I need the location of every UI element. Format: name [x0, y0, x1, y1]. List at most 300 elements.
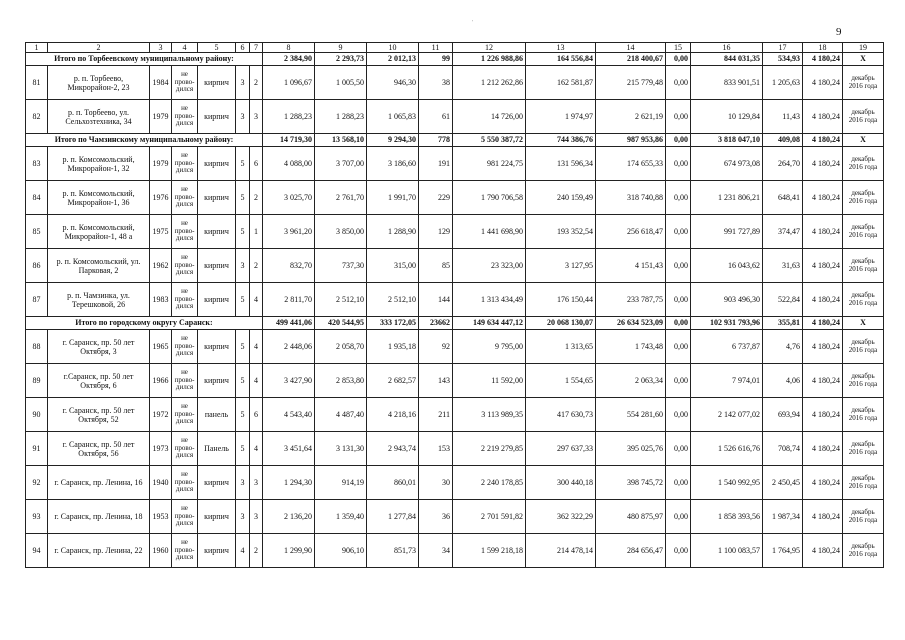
cost-other: 1 231 806,21: [691, 181, 763, 215]
section-total-value: 5 550 387,72: [453, 134, 526, 147]
table-row: [26, 249, 884, 283]
wall-material: кирпич: [198, 500, 236, 534]
area-total: 2 136,20: [263, 500, 315, 534]
cost-owners: 0,00: [666, 466, 691, 500]
planned-date: декабрь 2016 года: [843, 147, 884, 181]
table-row: [26, 181, 884, 215]
wall-material: кирпич: [198, 364, 236, 398]
col-header: 14: [596, 43, 666, 53]
cost-per-m2: 374,47: [763, 215, 803, 249]
col-header: 4: [172, 43, 198, 53]
cost-owners: 0,00: [666, 100, 691, 134]
table-row: [26, 432, 884, 466]
area-residential: 851,73: [367, 534, 419, 568]
planned-date: декабрь 2016 года: [843, 249, 884, 283]
col-header: 5: [198, 43, 236, 53]
section-total-value: 4 180,24: [803, 317, 843, 330]
entrances: 3: [250, 466, 263, 500]
section-total-value: 4 180,24: [803, 134, 843, 147]
area-residential: 4 218,16: [367, 398, 419, 432]
cost-other: 7 974,01: [691, 364, 763, 398]
table-row: [26, 283, 884, 317]
table-row: [26, 534, 884, 568]
cost-other: 16 043,62: [691, 249, 763, 283]
repair-status: не прово-дился: [172, 330, 198, 364]
section-total-value: 744 386,76: [526, 134, 596, 147]
area-residential: 1 288,90: [367, 215, 419, 249]
area-residential: 2 512,10: [367, 283, 419, 317]
cost-other: 674 973,08: [691, 147, 763, 181]
entrances: 6: [250, 398, 263, 432]
cost-total: 2 701 591,82: [453, 500, 526, 534]
cost-owners: 0,00: [666, 364, 691, 398]
cost-total: 14 726,00: [453, 100, 526, 134]
section-total-value: X: [843, 134, 884, 147]
row-number: 86: [26, 249, 48, 283]
repair-status: не прово-дился: [172, 398, 198, 432]
area-premises: 2 058,70: [315, 330, 367, 364]
address: р. п. Торбеево, Микрорайон-2, 23: [48, 66, 150, 100]
cost-limit: 4 180,24: [803, 249, 843, 283]
cost-fund: 1 974,97: [526, 100, 596, 134]
table-row: [26, 398, 884, 432]
cost-other: 1 540 992,95: [691, 466, 763, 500]
address: г. Саранск, пр. Ленина, 16: [48, 466, 150, 500]
cost-limit: 4 180,24: [803, 181, 843, 215]
wall-material: Панель: [198, 432, 236, 466]
cost-owners: 0,00: [666, 283, 691, 317]
cost-per-m2: 2 450,45: [763, 466, 803, 500]
entrances: 4: [250, 432, 263, 466]
cost-budget: 215 779,48: [596, 66, 666, 100]
cost-per-m2: 4,06: [763, 364, 803, 398]
row-number: 81: [26, 66, 48, 100]
address: р. п. Комсомольский, Микрорайон-1, 36: [48, 181, 150, 215]
cost-per-m2: 1 764,95: [763, 534, 803, 568]
entrances: 6: [250, 147, 263, 181]
year-built: 1979: [150, 100, 172, 134]
area-premises: 2 761,70: [315, 181, 367, 215]
cost-total: 2 219 279,85: [453, 432, 526, 466]
cost-fund: 240 159,49: [526, 181, 596, 215]
col-header: 11: [419, 43, 453, 53]
repair-status: не прово-дился: [172, 100, 198, 134]
entrances: 2: [250, 249, 263, 283]
residents: 36: [419, 500, 453, 534]
row-number: 88: [26, 330, 48, 364]
col-header: 12: [453, 43, 526, 53]
address: г. Саранск, пр. Ленина, 18: [48, 500, 150, 534]
cost-total: 1 790 706,58: [453, 181, 526, 215]
year-built: 1975: [150, 215, 172, 249]
planned-date: декабрь 2016 года: [843, 432, 884, 466]
address: р. п. Комсомольский, Микрорайон-1, 48 а: [48, 215, 150, 249]
area-total: 2 811,70: [263, 283, 315, 317]
table-row: [26, 466, 884, 500]
area-premises: 737,30: [315, 249, 367, 283]
section-total-value: 2 293,73: [315, 53, 367, 66]
entrances: 2: [250, 181, 263, 215]
cost-limit: 4 180,24: [803, 466, 843, 500]
section-total-value: 2 012,13: [367, 53, 419, 66]
year-built: 1979: [150, 147, 172, 181]
row-number: 84: [26, 181, 48, 215]
residents: 143: [419, 364, 453, 398]
cost-other: 1 858 393,56: [691, 500, 763, 534]
address: р. п. Чамзинка, ул. Терешковой, 26: [48, 283, 150, 317]
table-row: [26, 147, 884, 181]
area-residential: 1 065,83: [367, 100, 419, 134]
table-row: [26, 330, 884, 364]
cost-per-m2: 693,94: [763, 398, 803, 432]
area-total: 4 543,40: [263, 398, 315, 432]
area-residential: 315,00: [367, 249, 419, 283]
cost-owners: 0,00: [666, 432, 691, 466]
repair-status: не прово-дился: [172, 147, 198, 181]
wall-material: панель: [198, 398, 236, 432]
section-total-row: [26, 317, 884, 330]
cost-other: 833 901,51: [691, 66, 763, 100]
planned-date: декабрь 2016 года: [843, 66, 884, 100]
wall-material: кирпич: [198, 181, 236, 215]
floors: 5: [236, 432, 250, 466]
repair-status: не прово-дился: [172, 181, 198, 215]
repair-status: не прово-дился: [172, 432, 198, 466]
col-header: 3: [150, 43, 172, 53]
cost-limit: 4 180,24: [803, 283, 843, 317]
cost-budget: 256 618,47: [596, 215, 666, 249]
section-total-value: 420 544,95: [315, 317, 367, 330]
repair-status: не прово-дился: [172, 364, 198, 398]
cost-limit: 4 180,24: [803, 66, 843, 100]
address: г. Саранск, пр. 50 лет Октября, 52: [48, 398, 150, 432]
area-residential: 1 277,84: [367, 500, 419, 534]
cost-fund: 162 581,87: [526, 66, 596, 100]
cost-other: 1 100 083,57: [691, 534, 763, 568]
repair-status: не прово-дился: [172, 215, 198, 249]
area-total: 1 096,67: [263, 66, 315, 100]
cost-budget: 2 063,34: [596, 364, 666, 398]
cost-budget: 2 621,19: [596, 100, 666, 134]
section-total-value: 164 556,84: [526, 53, 596, 66]
residents: 129: [419, 215, 453, 249]
cost-per-m2: 11,43: [763, 100, 803, 134]
address: г. Саранск, пр. 50 лет Октября, 56: [48, 432, 150, 466]
row-number: 85: [26, 215, 48, 249]
address: г.Саранск, пр. 50 лет Октября, 6: [48, 364, 150, 398]
cost-per-m2: 1 987,34: [763, 500, 803, 534]
section-total-value: 844 031,35: [691, 53, 763, 66]
residents: 144: [419, 283, 453, 317]
section-total-value: 13 568,10: [315, 134, 367, 147]
floors: 4: [236, 534, 250, 568]
area-total: 3 427,90: [263, 364, 315, 398]
year-built: 1940: [150, 466, 172, 500]
section-total-value: 99: [419, 53, 453, 66]
section-total-value: 9 294,30: [367, 134, 419, 147]
planned-date: декабрь 2016 года: [843, 500, 884, 534]
cost-total: 2 240 178,85: [453, 466, 526, 500]
area-residential: 2 943,74: [367, 432, 419, 466]
cost-limit: 4 180,24: [803, 100, 843, 134]
year-built: 1973: [150, 432, 172, 466]
cost-total: 11 592,00: [453, 364, 526, 398]
floors: 5: [236, 364, 250, 398]
cost-total: 1 212 262,86: [453, 66, 526, 100]
page-number: 9: [836, 26, 842, 38]
area-total: 3 025,70: [263, 181, 315, 215]
table-row: [26, 66, 884, 100]
cost-owners: 0,00: [666, 398, 691, 432]
floors: 5: [236, 147, 250, 181]
residents: 85: [419, 249, 453, 283]
area-total: 1 299,90: [263, 534, 315, 568]
section-total-value: X: [843, 317, 884, 330]
area-premises: 3 707,00: [315, 147, 367, 181]
cost-per-m2: 648,41: [763, 181, 803, 215]
cost-fund: 300 440,18: [526, 466, 596, 500]
address: р. п. Комсомольский, ул. Парковая, 2: [48, 249, 150, 283]
area-total: 4 088,00: [263, 147, 315, 181]
floors: 5: [236, 330, 250, 364]
cost-limit: 4 180,24: [803, 330, 843, 364]
cost-other: 2 142 077,02: [691, 398, 763, 432]
area-premises: 2 512,10: [315, 283, 367, 317]
table-row: [26, 364, 884, 398]
planned-date: декабрь 2016 года: [843, 330, 884, 364]
cost-budget: 284 656,47: [596, 534, 666, 568]
residents: 191: [419, 147, 453, 181]
repair-status: не прово-дился: [172, 500, 198, 534]
col-header: 18: [803, 43, 843, 53]
section-total-value: 1 226 988,86: [453, 53, 526, 66]
section-total-row: [26, 134, 884, 147]
cost-owners: 0,00: [666, 534, 691, 568]
year-built: 1962: [150, 249, 172, 283]
cost-total: 981 224,75: [453, 147, 526, 181]
section-total-value: 0,00: [666, 134, 691, 147]
col-header: 10: [367, 43, 419, 53]
row-number: 83: [26, 147, 48, 181]
col-header: 7: [250, 43, 263, 53]
cost-other: 6 737,87: [691, 330, 763, 364]
cost-other: 1 526 616,76: [691, 432, 763, 466]
wall-material: кирпич: [198, 249, 236, 283]
cost-per-m2: 4,76: [763, 330, 803, 364]
floors: 3: [236, 100, 250, 134]
repair-status: не прово-дился: [172, 466, 198, 500]
cost-other: 991 727,89: [691, 215, 763, 249]
address: р. п. Торбеево, ул. Сельхозтехника, 34: [48, 100, 150, 134]
section-total-value: 778: [419, 134, 453, 147]
section-total-value: 3 818 047,10: [691, 134, 763, 147]
area-total: 1 294,30: [263, 466, 315, 500]
cost-fund: 193 352,54: [526, 215, 596, 249]
planned-date: декабрь 2016 года: [843, 100, 884, 134]
cost-limit: 4 180,24: [803, 500, 843, 534]
planned-date: декабрь 2016 года: [843, 181, 884, 215]
cost-budget: 480 875,97: [596, 500, 666, 534]
area-premises: 2 853,80: [315, 364, 367, 398]
area-total: 3 961,20: [263, 215, 315, 249]
area-premises: 4 487,40: [315, 398, 367, 432]
cost-per-m2: 264,70: [763, 147, 803, 181]
address: р. п. Комсомольский, Микрорайон-1, 32: [48, 147, 150, 181]
floors: 5: [236, 283, 250, 317]
wall-material: кирпич: [198, 147, 236, 181]
row-number: 92: [26, 466, 48, 500]
residents: 38: [419, 66, 453, 100]
cost-owners: 0,00: [666, 249, 691, 283]
col-header: 8: [263, 43, 315, 53]
area-residential: 1 935,18: [367, 330, 419, 364]
section-total-value: 26 634 523,09: [596, 317, 666, 330]
section-total-value: 149 634 447,12: [453, 317, 526, 330]
area-premises: 914,19: [315, 466, 367, 500]
entrances: 4: [250, 283, 263, 317]
table-row: [26, 100, 884, 134]
cost-other: 903 496,30: [691, 283, 763, 317]
entrances: 2: [250, 66, 263, 100]
row-number: 93: [26, 500, 48, 534]
wall-material: кирпич: [198, 466, 236, 500]
row-number: 90: [26, 398, 48, 432]
cost-owners: 0,00: [666, 181, 691, 215]
col-header: 6: [236, 43, 250, 53]
repair-status: не прово-дился: [172, 249, 198, 283]
residents: 61: [419, 100, 453, 134]
area-residential: 860,01: [367, 466, 419, 500]
cost-limit: 4 180,24: [803, 432, 843, 466]
floors: 3: [236, 66, 250, 100]
cost-budget: 4 151,43: [596, 249, 666, 283]
cost-per-m2: 522,84: [763, 283, 803, 317]
col-header: 17: [763, 43, 803, 53]
section-total-value: 0,00: [666, 53, 691, 66]
cost-fund: 176 150,44: [526, 283, 596, 317]
section-total-value: 0,00: [666, 317, 691, 330]
planned-date: декабрь 2016 года: [843, 466, 884, 500]
section-total-label: Итого по Чамзинскому муниципальному району:: [26, 134, 263, 147]
cost-fund: 1 554,65: [526, 364, 596, 398]
section-total-value: 23662: [419, 317, 453, 330]
area-residential: 3 186,60: [367, 147, 419, 181]
cost-budget: 395 025,76: [596, 432, 666, 466]
wall-material: кирпич: [198, 283, 236, 317]
cost-owners: 0,00: [666, 330, 691, 364]
cost-fund: 417 630,73: [526, 398, 596, 432]
cost-other: 10 129,84: [691, 100, 763, 134]
cost-limit: 4 180,24: [803, 147, 843, 181]
table-body: [26, 43, 884, 568]
year-built: 1972: [150, 398, 172, 432]
entrances: 2: [250, 534, 263, 568]
col-header: 16: [691, 43, 763, 53]
cost-per-m2: 708,74: [763, 432, 803, 466]
address: г. Саранск, пр. 50 лет Октября, 3: [48, 330, 150, 364]
residents: 229: [419, 181, 453, 215]
section-total-label: Итого по городскому округу Саранск:: [26, 317, 263, 330]
floors: 3: [236, 249, 250, 283]
section-total-row: [26, 53, 884, 66]
section-total-value: 499 441,06: [263, 317, 315, 330]
cost-owners: 0,00: [666, 66, 691, 100]
cost-fund: 3 127,95: [526, 249, 596, 283]
section-total-value: 355,81: [763, 317, 803, 330]
planned-date: декабрь 2016 года: [843, 215, 884, 249]
entrances: 4: [250, 330, 263, 364]
year-built: 1960: [150, 534, 172, 568]
section-total-value: 218 400,67: [596, 53, 666, 66]
year-built: 1983: [150, 283, 172, 317]
cost-fund: 131 596,34: [526, 147, 596, 181]
col-header: 13: [526, 43, 596, 53]
area-premises: 1 359,40: [315, 500, 367, 534]
wall-material: кирпич: [198, 534, 236, 568]
cost-total: 1 313 434,49: [453, 283, 526, 317]
cost-budget: 1 743,48: [596, 330, 666, 364]
cost-total: 9 795,00: [453, 330, 526, 364]
year-built: 1953: [150, 500, 172, 534]
floors: 3: [236, 466, 250, 500]
col-header: 2: [48, 43, 150, 53]
entrances: 4: [250, 364, 263, 398]
col-header: 19: [843, 43, 884, 53]
cost-owners: 0,00: [666, 215, 691, 249]
wall-material: кирпич: [198, 330, 236, 364]
area-premises: 1 288,23: [315, 100, 367, 134]
year-built: 1965: [150, 330, 172, 364]
cost-fund: 1 313,65: [526, 330, 596, 364]
planned-date: декабрь 2016 года: [843, 283, 884, 317]
cost-fund: 214 478,14: [526, 534, 596, 568]
table-row: [26, 500, 884, 534]
cost-fund: 362 322,29: [526, 500, 596, 534]
year-built: 1966: [150, 364, 172, 398]
year-built: 1976: [150, 181, 172, 215]
housing-register-table: [25, 42, 884, 568]
cost-per-m2: 1 205,63: [763, 66, 803, 100]
residents: 34: [419, 534, 453, 568]
row-number: 89: [26, 364, 48, 398]
section-total-value: 2 384,90: [263, 53, 315, 66]
wall-material: кирпич: [198, 66, 236, 100]
residents: 92: [419, 330, 453, 364]
floors: 3: [236, 500, 250, 534]
cost-limit: 4 180,24: [803, 534, 843, 568]
area-premises: 1 005,50: [315, 66, 367, 100]
section-total-value: 534,93: [763, 53, 803, 66]
table-row: [26, 215, 884, 249]
row-number: 82: [26, 100, 48, 134]
area-total: 2 448,06: [263, 330, 315, 364]
area-total: 832,70: [263, 249, 315, 283]
wall-material: кирпич: [198, 100, 236, 134]
area-residential: 1 991,70: [367, 181, 419, 215]
cost-total: 1 599 218,18: [453, 534, 526, 568]
residents: 30: [419, 466, 453, 500]
area-premises: 3 850,00: [315, 215, 367, 249]
area-premises: 906,10: [315, 534, 367, 568]
floors: 5: [236, 398, 250, 432]
cost-limit: 4 180,24: [803, 364, 843, 398]
cost-budget: 554 281,60: [596, 398, 666, 432]
address: г. Саранск, пр. Ленина, 22: [48, 534, 150, 568]
section-total-value: 102 931 793,96: [691, 317, 763, 330]
column-number-row: [26, 43, 884, 53]
planned-date: декабрь 2016 года: [843, 534, 884, 568]
floors: 5: [236, 181, 250, 215]
